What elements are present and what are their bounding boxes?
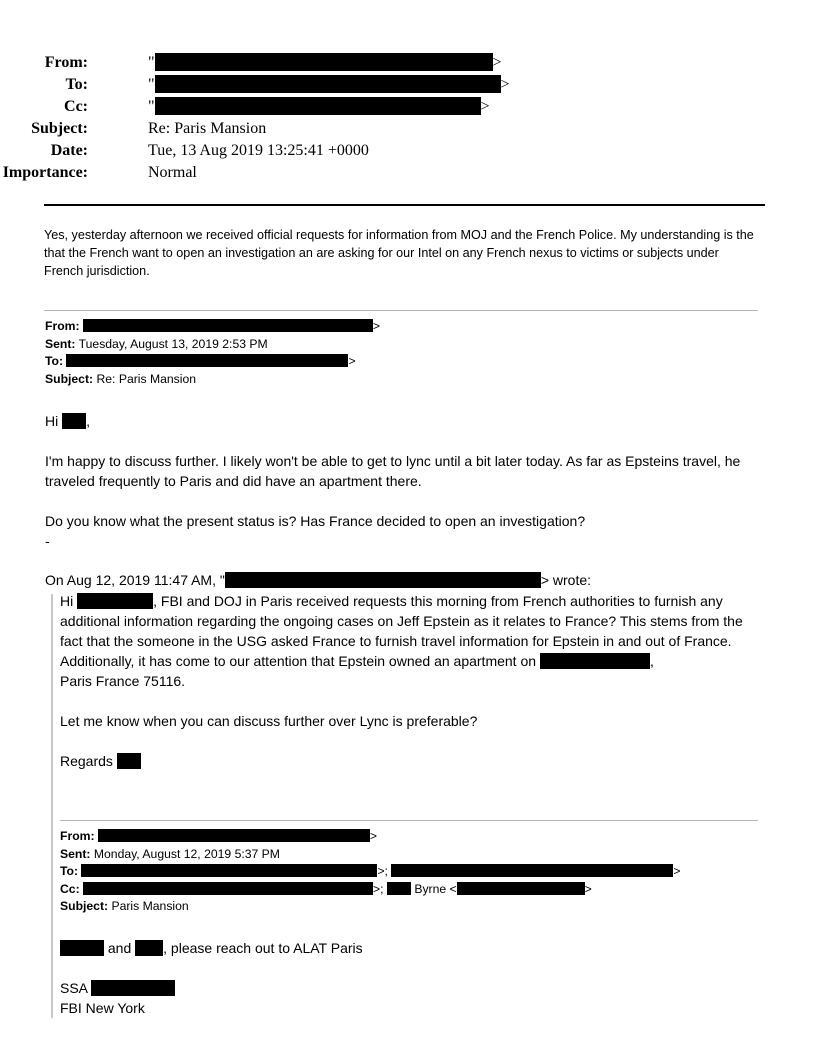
header-cc-row <box>0 96 760 118</box>
message-2-para-1: I'm happy to discuss further. I likely won't be able to get to lync until a bit later today. As far as Epsteins travel, he traveled frequently to Paris and did have an apartment there. <box>45 453 741 489</box>
redaction-block <box>77 593 153 609</box>
subject-label: Subject: <box>31 120 88 137</box>
cc-label: Cc: <box>64 98 88 115</box>
reply-body: Yes, yesterday afternoon we received official requests for information from MOJ and the French Police. My understanding is the that the French want to open an investigation an are asking for our Intel on any French nexus to victims or subjects under French jurisdiction. <box>44 228 754 278</box>
redaction-block <box>391 864 673 877</box>
quoted-regards <box>60 751 760 771</box>
redaction-block <box>62 413 86 429</box>
sent-value: Monday, August 12, 2019 5:37 PM <box>93 846 280 861</box>
reach-out-line <box>60 938 760 958</box>
quote-intro-text: On Aug 12, 2019 11:47 AM, " <box>45 572 225 588</box>
subject-label: Subject: <box>60 899 109 913</box>
message-2-para-2: Do you know what the present status is? Has France decided to open an investigation? <box>45 513 586 529</box>
to-label: To: <box>60 864 79 878</box>
message-2-meta <box>45 318 380 388</box>
header-from-row <box>0 52 760 74</box>
from-close: > <box>369 829 378 843</box>
greeting-line <box>45 411 760 431</box>
importance-value: Normal <box>148 164 197 181</box>
header-date-row <box>0 140 760 162</box>
greeting-text: Hi <box>45 413 59 429</box>
from-label: From: <box>45 319 80 333</box>
quote-intro-wrote: > wrote: <box>540 572 592 588</box>
quoted-text-2: Paris France 75116. <box>60 673 186 689</box>
redaction-block <box>117 753 141 769</box>
message-divider <box>60 820 758 821</box>
quoted-text-1: , FBI and DOJ in Paris received requests this morning from French authorities to furnish any additional information regarding the ongoing cases on Jeff Epstein as it relates to France? This stems from the fact that the someone in the USG asked France to furnish travel information for Epstein in and out of France. Additionally, it has come to our attention that Epstein owned an apartment on <box>60 593 743 669</box>
redaction-block <box>98 829 370 842</box>
redaction-block <box>60 940 104 956</box>
cc-separator: >; <box>373 881 384 896</box>
cc-name: Byrne < <box>414 881 457 896</box>
sent-label: Sent: <box>45 336 76 351</box>
importance-label: Importance: <box>2 164 88 181</box>
and-text: and <box>107 940 132 956</box>
quoted-text-1-end: , <box>649 653 654 669</box>
reach-out-text: , please reach out to ALAT Paris <box>163 940 363 956</box>
message-2-dash: - <box>45 533 50 549</box>
cc-close: > <box>584 881 592 896</box>
signature-ssa: SSA <box>60 980 88 996</box>
redaction-block <box>387 882 411 895</box>
redaction-block <box>457 882 585 895</box>
cc-close: > <box>480 98 490 115</box>
email-header <box>0 52 760 184</box>
date-value: Tue, 13 Aug 2019 13:25:41 +0000 <box>148 142 369 159</box>
to-close: > <box>500 76 510 93</box>
sent-label: Sent: <box>60 846 91 861</box>
redaction-block <box>66 354 348 367</box>
header-importance-row <box>0 162 760 184</box>
cc-label: Cc: <box>60 881 80 896</box>
quoted-hi: Hi <box>60 593 74 609</box>
from-close: > <box>372 319 381 333</box>
sent-value: Tuesday, August 13, 2019 2:53 PM <box>78 336 268 351</box>
signature-title <box>60 978 760 998</box>
subject-value: Re: Paris Mansion <box>148 120 267 137</box>
redaction-block <box>91 980 175 996</box>
signature-office: FBI New York <box>60 1000 145 1016</box>
quoted-para-2: Let me know when you can discuss further over Lync is preferable? <box>60 713 478 729</box>
redaction-block <box>155 97 481 115</box>
quote-intro <box>45 570 760 590</box>
redaction-block <box>135 940 163 956</box>
from-label: From: <box>60 829 95 843</box>
subject-value: Re: Paris Mansion <box>96 371 197 386</box>
redaction-block <box>81 864 377 877</box>
from-label: From: <box>44 54 88 71</box>
to-label: To: <box>65 76 88 93</box>
header-subject-row <box>0 118 760 140</box>
redaction-block <box>225 572 541 588</box>
from-close: > <box>492 54 502 71</box>
redaction-block <box>155 75 501 93</box>
to-label: To: <box>45 354 64 368</box>
subject-value: Paris Mansion <box>111 899 189 913</box>
header-to-row <box>0 74 760 96</box>
redaction-block <box>83 319 373 332</box>
quoted-para-1 <box>60 591 760 691</box>
to-quote: " <box>148 76 155 93</box>
date-label: Date: <box>50 142 88 159</box>
redaction-block <box>155 53 493 71</box>
redaction-block <box>540 653 650 669</box>
greeting-comma: , <box>86 413 91 429</box>
regards-text: Regards <box>60 753 113 769</box>
to-separator: >; <box>377 864 388 878</box>
to-close: > <box>348 354 356 368</box>
message-3-meta <box>60 828 680 916</box>
to-close: > <box>673 864 681 878</box>
redaction-block <box>83 882 373 895</box>
quote-bar <box>51 594 53 1018</box>
cc-quote: " <box>148 98 155 115</box>
subject-label: Subject: <box>45 371 94 386</box>
from-quote: " <box>148 54 155 71</box>
header-divider <box>44 204 765 206</box>
message-divider <box>44 310 758 311</box>
